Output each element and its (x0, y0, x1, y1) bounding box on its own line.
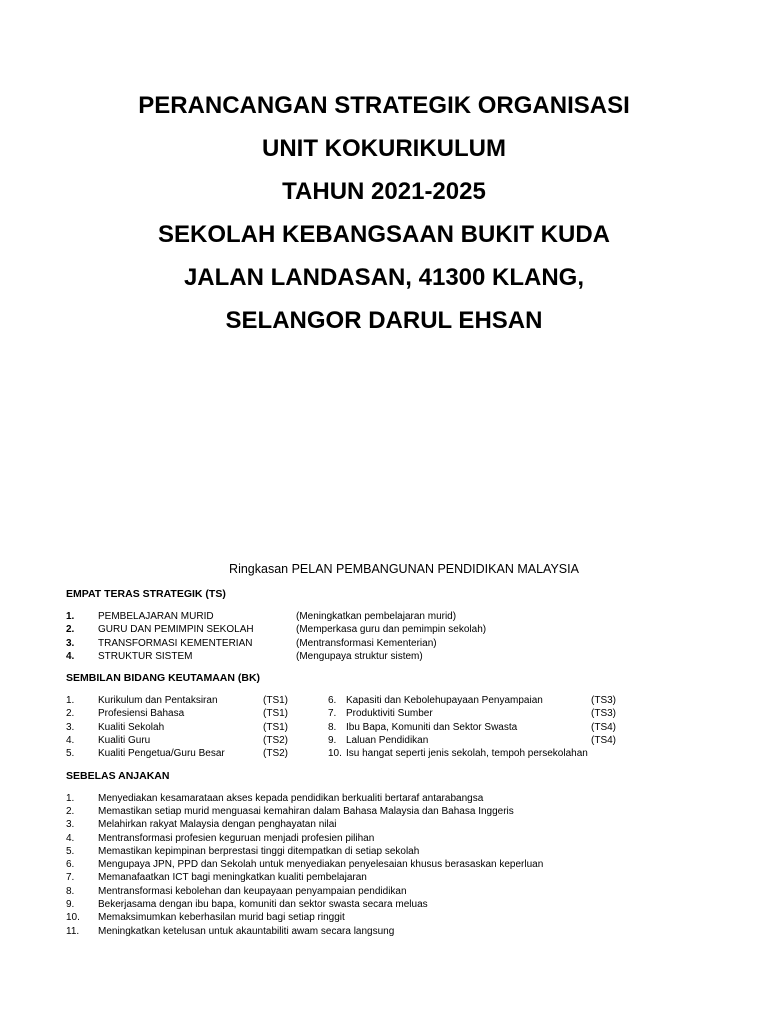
item-number: 5. (66, 748, 75, 760)
item-code: (TS4) (591, 721, 616, 733)
item-code: (TS3) (591, 695, 616, 707)
item-code: (TS1) (263, 708, 288, 720)
list-item (66, 925, 706, 938)
item-code: (TS4) (591, 735, 616, 747)
title-line: UNIT KOKURIKULUM (262, 135, 506, 162)
title-line: SELANGOR DARUL EHSAN (225, 307, 543, 334)
title-line: SEKOLAH KEBANGSAAN BUKIT KUDA (157, 221, 610, 248)
list-item (66, 885, 706, 898)
item-code: (TS2) (263, 735, 288, 747)
item-text: Memanafaatkan ICT bagi meningkatkan kualiti pembelajaran (98, 872, 367, 884)
item-number: 3. (66, 819, 75, 831)
list-item (66, 911, 706, 924)
item-name: Kualiti Sekolah (98, 721, 165, 733)
item-text: Meningkatkan ketelusan untuk akauntabiliti awam secara langsung (98, 925, 395, 937)
item-number: 5. (66, 845, 75, 857)
item-number: 3. (66, 637, 75, 649)
item-name: GURU DAN PEMIMPIN SEKOLAH (98, 624, 254, 636)
item-number: 11. (66, 925, 80, 937)
title-line: JALAN LANDASAN, 41300 KLANG, (183, 264, 585, 291)
anjakan-heading: SEBELAS ANJAKAN (66, 769, 170, 782)
list-item (66, 610, 706, 623)
list-item (66, 858, 706, 871)
item-number: 4. (66, 735, 75, 747)
item-number: 8. (328, 721, 337, 733)
item-number: 4. (66, 650, 75, 662)
item-name: Isu hangat seperti jenis sekolah, tempoh persekolahan (346, 748, 588, 760)
item-number: 1. (66, 792, 75, 804)
item-number: 1. (66, 611, 75, 622)
list-item (66, 694, 706, 707)
item-number: 6. (66, 859, 75, 871)
anjakan-list (66, 792, 706, 938)
list-item (66, 898, 706, 911)
item-code: (TS3) (591, 708, 616, 720)
bidang-heading: SEMBILAN BIDANG KEUTAMAAN (BK) (66, 672, 261, 685)
item-code: (TS2) (263, 748, 288, 760)
item-text: Memastikan setiap murid menguasai kemahiran dalam Bahasa Malaysia dan Bahasa Inggeris (98, 805, 514, 817)
item-code: (TS1) (263, 695, 288, 707)
item-name: Kualiti Guru (98, 735, 151, 747)
item-name: Kualiti Pengetua/Guru Besar (98, 748, 225, 760)
item-description: (Mengupaya struktur sistem) (296, 650, 423, 662)
item-number: 10. (66, 912, 80, 924)
item-code: (TS1) (263, 721, 288, 733)
item-text: Memaksimumkan keberhasilan murid bagi setiap ringgit (98, 912, 345, 924)
bidang-list (66, 694, 706, 760)
summary-title: Ringkasan PELAN PEMBANGUNAN PENDIDIKAN MALAYSIA (229, 562, 579, 576)
teras-list (66, 610, 706, 663)
title-line: TAHUN 2021-2025 (282, 178, 486, 205)
item-name: Produktiviti Sumber (346, 708, 433, 720)
item-number: 7. (328, 708, 337, 720)
item-name: STRUKTUR SISTEM (98, 650, 193, 662)
list-item (66, 818, 706, 831)
item-text: Mentransformasi profesien keguruan menjadi profesien pilihan (98, 832, 375, 844)
list-item (66, 832, 706, 845)
item-number: 2. (66, 805, 75, 817)
item-number: 7. (66, 872, 75, 884)
list-item (66, 637, 706, 650)
item-number: 4. (66, 832, 75, 844)
list-item (66, 734, 706, 747)
item-name: TRANSFORMASI KEMENTERIAN (98, 637, 253, 649)
item-name: Profesiensi Bahasa (98, 708, 185, 720)
item-text: Melahirkan rakyat Malaysia dengan penghayatan nilai (98, 819, 337, 831)
item-description: (Meningkatkan pembelajaran murid) (296, 611, 457, 622)
item-number: 2. (66, 708, 75, 720)
list-item (66, 721, 706, 734)
list-item (66, 707, 706, 720)
teras-heading: EMPAT TERAS STRATEGIK (TS) (66, 588, 226, 600)
list-item (66, 805, 706, 818)
item-text: Memastikan kepimpinan berprestasi tinggi ditempatkan di setiap sekolah (98, 845, 420, 857)
item-text: Bekerjasama dengan ibu bapa, komuniti dan sektor swasta secara meluas (98, 899, 428, 911)
item-text: Mengupaya JPN, PPD dan Sekolah untuk menyediakan penyelesaian khusus berasaskan keperluan (98, 859, 544, 871)
item-number: 3. (66, 721, 75, 733)
item-number: 6. (328, 695, 337, 707)
item-number: 1. (66, 695, 75, 707)
list-item (66, 623, 706, 636)
item-number: 10. (328, 748, 342, 760)
item-name: Kurikulum dan Pentaksiran (98, 695, 218, 707)
list-item (66, 845, 706, 858)
item-description: (Mentransformasi Kementerian) (296, 637, 437, 649)
document-title (0, 84, 768, 342)
title-line: PERANCANGAN STRATEGIK ORGANISASI (138, 92, 630, 119)
list-item (66, 747, 706, 760)
item-number: 2. (66, 624, 75, 636)
list-item (66, 871, 706, 884)
item-name: Kapasiti dan Kebolehupayaan Penyampaian (346, 695, 543, 707)
item-number: 9. (66, 899, 75, 911)
item-text: Menyediakan kesamarataan akses kepada pendidikan berkualiti bertaraf antarabangsa (98, 792, 484, 804)
item-text: Mentransformasi kebolehan dan keupayaan penyampaian pendidikan (98, 885, 407, 897)
list-item (66, 792, 706, 805)
item-name: Laluan Pendidikan (346, 735, 429, 747)
item-name: PEMBELAJARAN MURID (98, 611, 214, 622)
item-description: (Memperkasa guru dan pemimpin sekolah) (296, 624, 487, 636)
ppm-summary (66, 562, 706, 947)
item-number: 9. (328, 735, 337, 747)
item-number: 8. (66, 885, 75, 897)
list-item (66, 650, 706, 663)
item-name: Ibu Bapa, Komuniti dan Sektor Swasta (346, 721, 518, 733)
